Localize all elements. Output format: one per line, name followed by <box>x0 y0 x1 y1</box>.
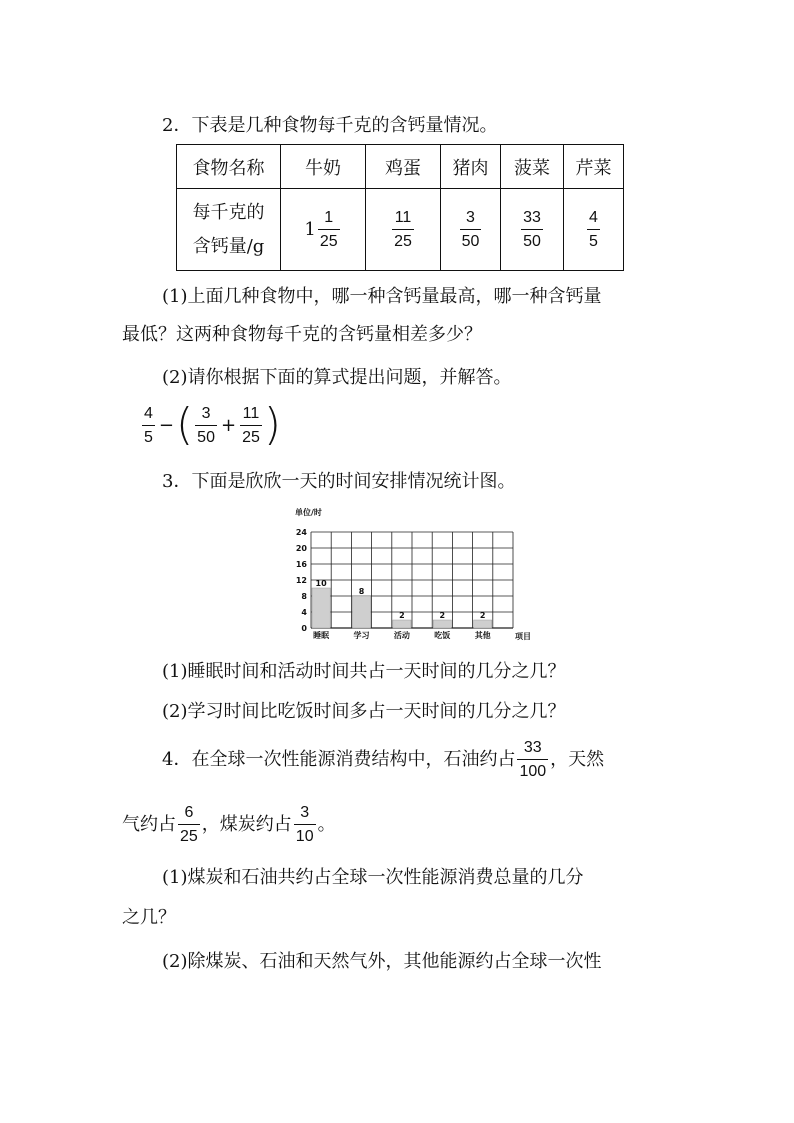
q4-line1-post: ，天然 <box>550 748 605 770</box>
egg-num: 11 <box>394 209 412 226</box>
expr-c-den: 25 <box>240 425 262 447</box>
q2-part1-line1: (1)上面几种食物中，哪一种含钙量最高，哪一种含钙量 <box>162 286 602 307</box>
cell-celery <box>564 189 624 271</box>
q4-part2: (2)除煤炭、石油和天然气外，其他能源约占全球一次性 <box>162 951 602 972</box>
oil-den: 100 <box>517 759 548 781</box>
expr-b-den: 50 <box>195 425 217 447</box>
spinach-den: 50 <box>521 229 543 251</box>
coal-fraction <box>294 803 316 846</box>
celery-fraction <box>587 208 600 251</box>
q4-line2-pre: 气约占 <box>122 813 176 835</box>
milk-num: 1 <box>324 209 334 226</box>
y-tick-label: 12 <box>295 576 307 585</box>
time-schedule-bar-chart <box>285 503 550 648</box>
y-axis-label: 单位/时 <box>295 508 322 517</box>
x-category-label: 吃饭 <box>434 631 451 640</box>
y-tick-label: 0 <box>301 624 307 633</box>
x-category-label: 睡眠 <box>313 631 330 640</box>
expr-plus: + <box>220 414 237 436</box>
oil-num: 33 <box>523 739 542 756</box>
egg-den: 25 <box>392 229 414 251</box>
pork-fraction <box>460 208 482 251</box>
q2-part1-line2: 最低？这两种食物每千克的含钙量相差多少？ <box>122 324 482 345</box>
x-category-label: 活动 <box>393 631 410 640</box>
expr-c-num: 11 <box>242 404 260 422</box>
header-egg: 鸡蛋 <box>366 145 441 189</box>
expr-right-paren: ) <box>263 399 282 450</box>
cell-pork <box>441 189 501 271</box>
q4-line2-post: 。 <box>317 813 336 835</box>
oil-fraction <box>517 738 548 781</box>
y-tick-label: 16 <box>295 560 307 569</box>
q4-line2 <box>122 803 336 846</box>
expr-a-den: 5 <box>142 425 155 447</box>
row-label-calcium <box>177 189 281 271</box>
expr-fraction-a <box>142 404 155 447</box>
q4-line2-mid: ，煤炭约占 <box>201 813 292 835</box>
q2-expression <box>140 399 282 450</box>
q2-part2: (2)请你根据下面的算式提出问题，并解答。 <box>162 367 512 388</box>
spinach-fraction <box>521 208 543 251</box>
expr-a-num: 4 <box>144 404 153 422</box>
chart-bars <box>312 588 492 628</box>
bar-value-label: 10 <box>315 579 327 588</box>
gas-den: 25 <box>178 824 200 846</box>
celery-num: 4 <box>589 209 598 226</box>
y-tick-label: 24 <box>295 528 307 537</box>
bar <box>393 620 411 628</box>
milk-fraction <box>318 208 340 251</box>
bar <box>433 620 451 628</box>
q3-part2: (2)学习时间比吃饭时间多占一天时间的几分之几？ <box>162 701 566 722</box>
x-category-label: 其他 <box>474 631 491 640</box>
expr-b-num: 3 <box>201 404 211 422</box>
expr-fraction-c <box>240 404 262 447</box>
q4-line1-pre: 4．在全球一次性能源消费结构中，石油约占 <box>162 748 516 770</box>
bar <box>474 620 492 628</box>
x-category-label: 学习 <box>353 631 370 640</box>
calcium-table <box>176 144 624 271</box>
header-spinach: 菠菜 <box>501 145 564 189</box>
header-milk: 牛奶 <box>281 145 366 189</box>
expr-fraction-b <box>195 404 217 447</box>
bar-value-label: 2 <box>399 611 405 620</box>
coal-num: 3 <box>300 804 310 821</box>
y-tick-label: 4 <box>301 608 307 617</box>
cell-milk <box>281 189 366 271</box>
y-tick-label: 8 <box>301 592 307 601</box>
cell-spinach <box>501 189 564 271</box>
header-pork: 猪肉 <box>441 145 501 189</box>
gas-num: 6 <box>184 804 194 821</box>
q3-part1: (1)睡眠时间和活动时间共占一天时间的几分之几？ <box>162 661 566 682</box>
bar <box>312 588 330 628</box>
bar <box>352 596 370 628</box>
coal-den: 10 <box>294 824 316 846</box>
header-food-name: 食物名称 <box>177 145 281 189</box>
x-axis-label: 项目 <box>515 632 531 641</box>
pork-num: 3 <box>466 209 475 226</box>
milk-whole: 1 <box>304 219 316 240</box>
q4-line1 <box>162 738 604 781</box>
y-tick-label: 20 <box>295 544 307 553</box>
q3-title: 3．下面是欣欣一天的时间安排情况统计图。 <box>162 471 516 492</box>
cell-egg <box>366 189 441 271</box>
expr-left-paren: ( <box>176 399 194 450</box>
q2-title: 2．下表是几种食物每千克的含钙量情况。 <box>162 115 498 136</box>
bar-value-label: 8 <box>358 587 365 596</box>
q4-part1-line1: (1)煤炭和石油共约占全球一次性能源消费总量的几分 <box>162 867 584 888</box>
row-label-line2: 含钙量/g <box>192 235 265 257</box>
spinach-num: 33 <box>523 209 541 226</box>
expr-minus: − <box>158 414 174 436</box>
gas-fraction <box>178 803 200 846</box>
bar-value-label: 2 <box>439 611 446 620</box>
milk-den: 25 <box>318 229 340 251</box>
bar-value-label: 2 <box>479 611 486 620</box>
celery-den: 5 <box>587 229 600 251</box>
header-celery: 芹菜 <box>564 145 624 189</box>
row-label-line1: 每千克的 <box>192 201 265 223</box>
pork-den: 50 <box>460 229 482 251</box>
egg-fraction <box>392 208 414 251</box>
q4-part1-line2: 之几？ <box>122 907 176 928</box>
